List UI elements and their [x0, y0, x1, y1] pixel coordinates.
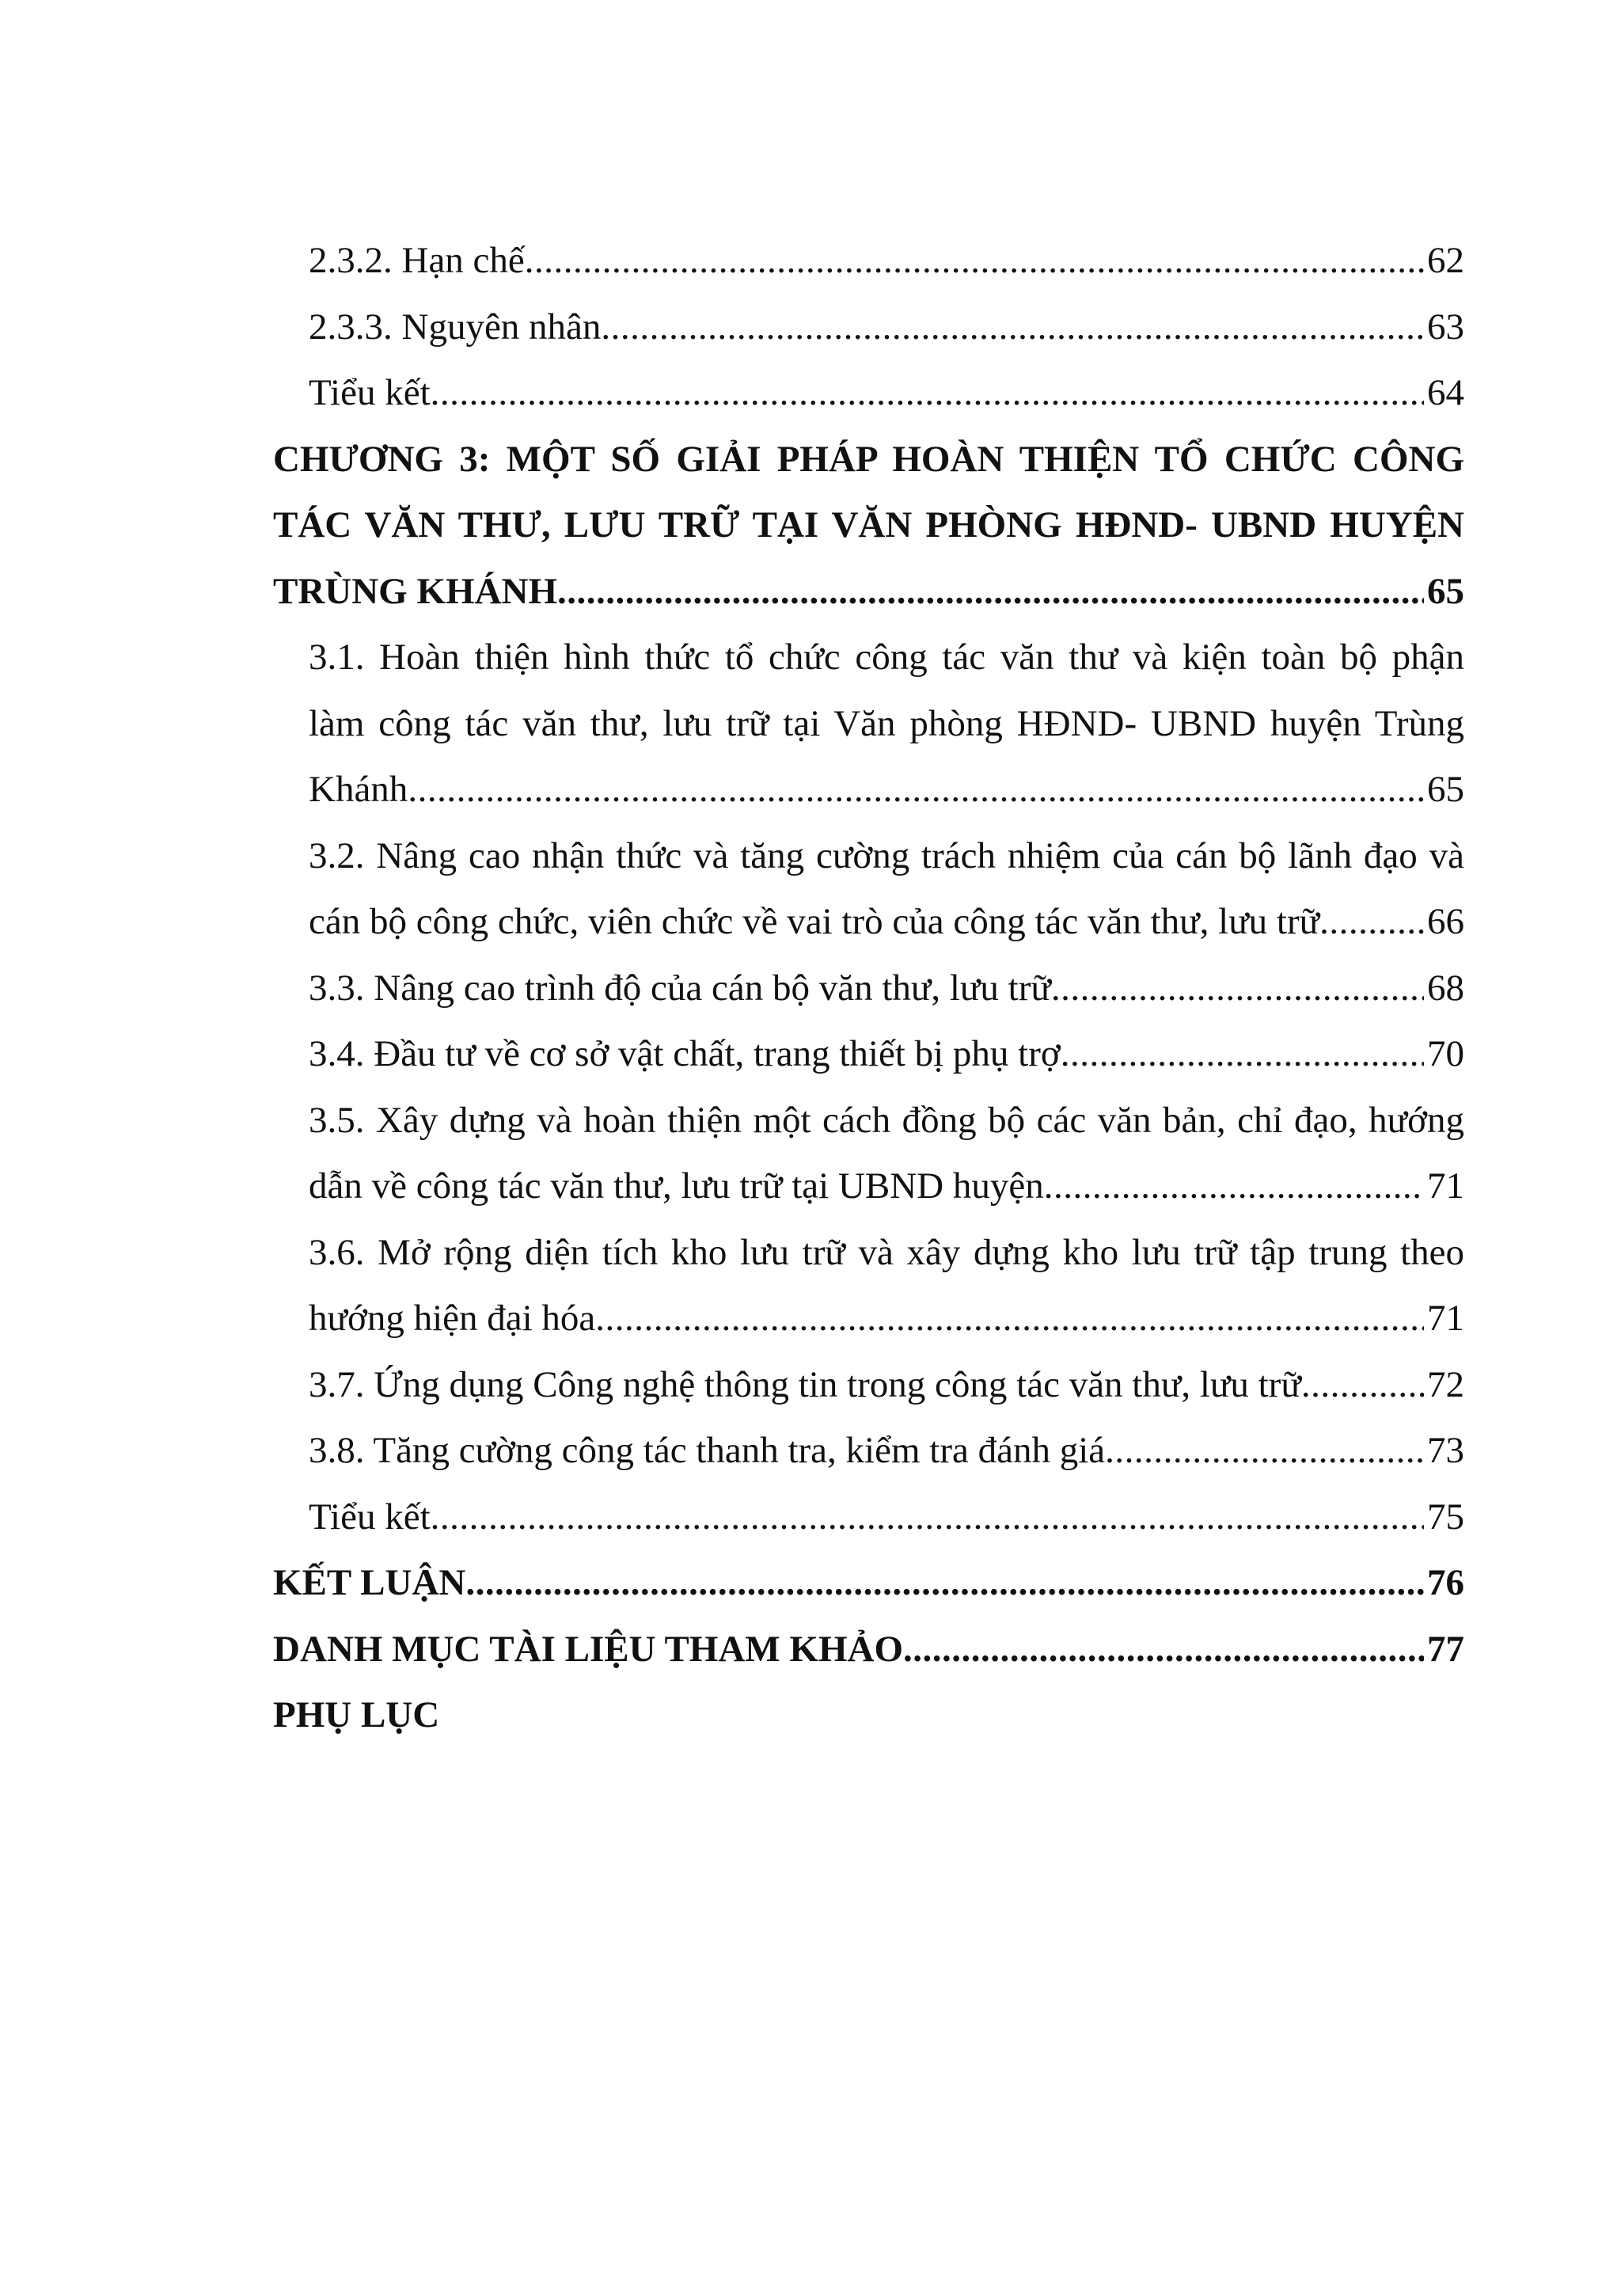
toc-entry-title: TÁC VĂN THƯ, LƯU TRỮ TẠI VĂN PHÒNG HĐND- UBND HUYỆN	[273, 504, 1464, 545]
dot-leader	[1319, 889, 1424, 956]
toc-entry-3-2-line-1[interactable]	[273, 823, 1464, 890]
toc-entry-title: 3.4. Đầu tư về cơ sở vật chất, trang thiết bị phụ trợ	[309, 1033, 1061, 1074]
dot-leader	[465, 1550, 1424, 1617]
toc-entry-title: dẫn về công tác văn thư, lưu trữ tại UBND huyện	[309, 1165, 1044, 1207]
dot-leader	[431, 1484, 1424, 1551]
toc-entry-title: DANH MỤC TÀI LIỆU THAM KHẢO	[273, 1628, 904, 1670]
dot-leader	[1105, 1418, 1424, 1484]
toc-entry-title: 3.3. Nâng cao trình độ của cán bộ văn thư, lưu trữ	[309, 967, 1051, 1009]
toc-entry-title: TRÙNG KHÁNH	[273, 570, 558, 612]
toc-entry-page: 76	[1427, 1562, 1464, 1603]
dot-leader	[431, 360, 1424, 427]
toc-entry-page: 66	[1427, 901, 1464, 942]
toc-entry-appendix[interactable]	[273, 1682, 1464, 1749]
toc-entry-title: 3.5. Xây dựng và hoàn thiện một cách đồng bộ các văn bản, chỉ đạo, hướng	[309, 1099, 1464, 1141]
toc-entry-3-8[interactable]	[273, 1418, 1464, 1484]
toc-entry-title: làm công tác văn thư, lưu trữ tại Văn phòng HĐND- UBND huyện Trùng	[309, 702, 1464, 744]
toc-entry-3-3[interactable]	[273, 956, 1464, 1022]
toc-entry-title: cán bộ công chức, viên chức về vai trò của công tác văn thư, lưu trữ	[309, 901, 1320, 942]
dot-leader	[557, 559, 1424, 625]
toc-entry-ket-luan[interactable]	[273, 1550, 1464, 1617]
toc-entry-page: 63	[1427, 306, 1464, 348]
toc-entry-title: Khánh	[309, 769, 408, 810]
toc-entry-page: 75	[1427, 1496, 1464, 1538]
toc-entry-page: 65	[1427, 570, 1464, 612]
toc-entry-3-6-line-2[interactable]	[273, 1286, 1464, 1352]
toc-entry-3-4[interactable]	[273, 1021, 1464, 1088]
dot-leader	[601, 295, 1424, 361]
toc-entry-title: PHỤ LỤC	[273, 1694, 440, 1735]
dot-leader	[525, 228, 1424, 295]
toc-entry-title: 3.7. Ứng dụng Công nghệ thông tin trong công tác văn thư, lưu trữ	[309, 1363, 1301, 1405]
dot-leader	[1044, 1154, 1424, 1220]
toc-entry-title: 3.6. Mở rộng diện tích kho lưu trữ và xây dựng kho lưu trữ tập trung theo	[309, 1231, 1464, 1273]
toc-entry-page: 73	[1427, 1430, 1464, 1471]
toc-entry-page: 71	[1427, 1165, 1464, 1207]
toc-entry-2-3-3[interactable]	[273, 295, 1464, 361]
dot-leader	[1301, 1352, 1424, 1419]
table-of-contents	[273, 228, 1464, 1749]
dot-leader	[1051, 956, 1424, 1022]
toc-entry-title: Tiểu kết	[309, 372, 431, 413]
toc-entry-title: 3.2. Nâng cao nhận thức và tăng cường trách nhiệm của cán bộ lãnh đạo và	[309, 834, 1464, 876]
toc-entry-title: Tiểu kết	[309, 1496, 431, 1538]
dot-leader	[595, 1286, 1424, 1352]
toc-entry-tieu-ket-ch3[interactable]	[273, 1484, 1464, 1551]
toc-chapter-3-line-3[interactable]	[273, 559, 1464, 625]
toc-chapter-3-line-2[interactable]	[273, 492, 1464, 559]
toc-entry-page: 62	[1427, 240, 1464, 281]
toc-entry-page: 71	[1427, 1298, 1464, 1339]
toc-entry-3-7[interactable]	[273, 1352, 1464, 1419]
dot-leader	[408, 757, 1424, 823]
toc-entry-page: 72	[1427, 1363, 1464, 1405]
toc-entry-title: 3.1. Hoàn thiện hình thức tổ chức công tác văn thư và kiện toàn bộ phận	[309, 637, 1464, 678]
toc-entry-3-1-line-2[interactable]	[273, 691, 1464, 758]
toc-entry-references[interactable]	[273, 1617, 1464, 1683]
toc-entry-3-1-line-3[interactable]	[273, 757, 1464, 823]
toc-entry-title: KẾT LUẬN	[273, 1562, 466, 1603]
toc-entry-tieu-ket-ch2[interactable]	[273, 360, 1464, 427]
toc-entry-page: 68	[1427, 967, 1464, 1009]
dot-leader	[1061, 1021, 1424, 1088]
toc-entry-page: 64	[1427, 372, 1464, 413]
toc-chapter-3-line-1[interactable]	[273, 427, 1464, 493]
dot-leader	[903, 1617, 1424, 1683]
toc-entry-page: 77	[1427, 1628, 1464, 1670]
toc-entry-page: 65	[1427, 769, 1464, 810]
toc-entry-title: 3.8. Tăng cường công tác thanh tra, kiểm tra đánh giá	[309, 1430, 1106, 1471]
toc-entry-2-3-2[interactable]	[273, 228, 1464, 295]
toc-entry-3-5-line-1[interactable]	[273, 1088, 1464, 1154]
toc-entry-3-2-line-2[interactable]	[273, 889, 1464, 956]
toc-entry-3-1-line-1[interactable]	[273, 625, 1464, 691]
toc-entry-page: 70	[1427, 1033, 1464, 1074]
toc-entry-title: 2.3.2. Hạn chế	[309, 240, 525, 281]
toc-entry-3-6-line-1[interactable]	[273, 1220, 1464, 1287]
toc-entry-title: hướng hiện đại hóa	[309, 1298, 596, 1339]
toc-entry-title: 2.3.3. Nguyên nhân	[309, 306, 602, 348]
toc-entry-3-5-line-2[interactable]	[273, 1154, 1464, 1220]
toc-entry-title: CHƯƠNG 3: MỘT SỐ GIẢI PHÁP HOÀN THIỆN TỔ CHỨC CÔNG	[273, 438, 1464, 480]
